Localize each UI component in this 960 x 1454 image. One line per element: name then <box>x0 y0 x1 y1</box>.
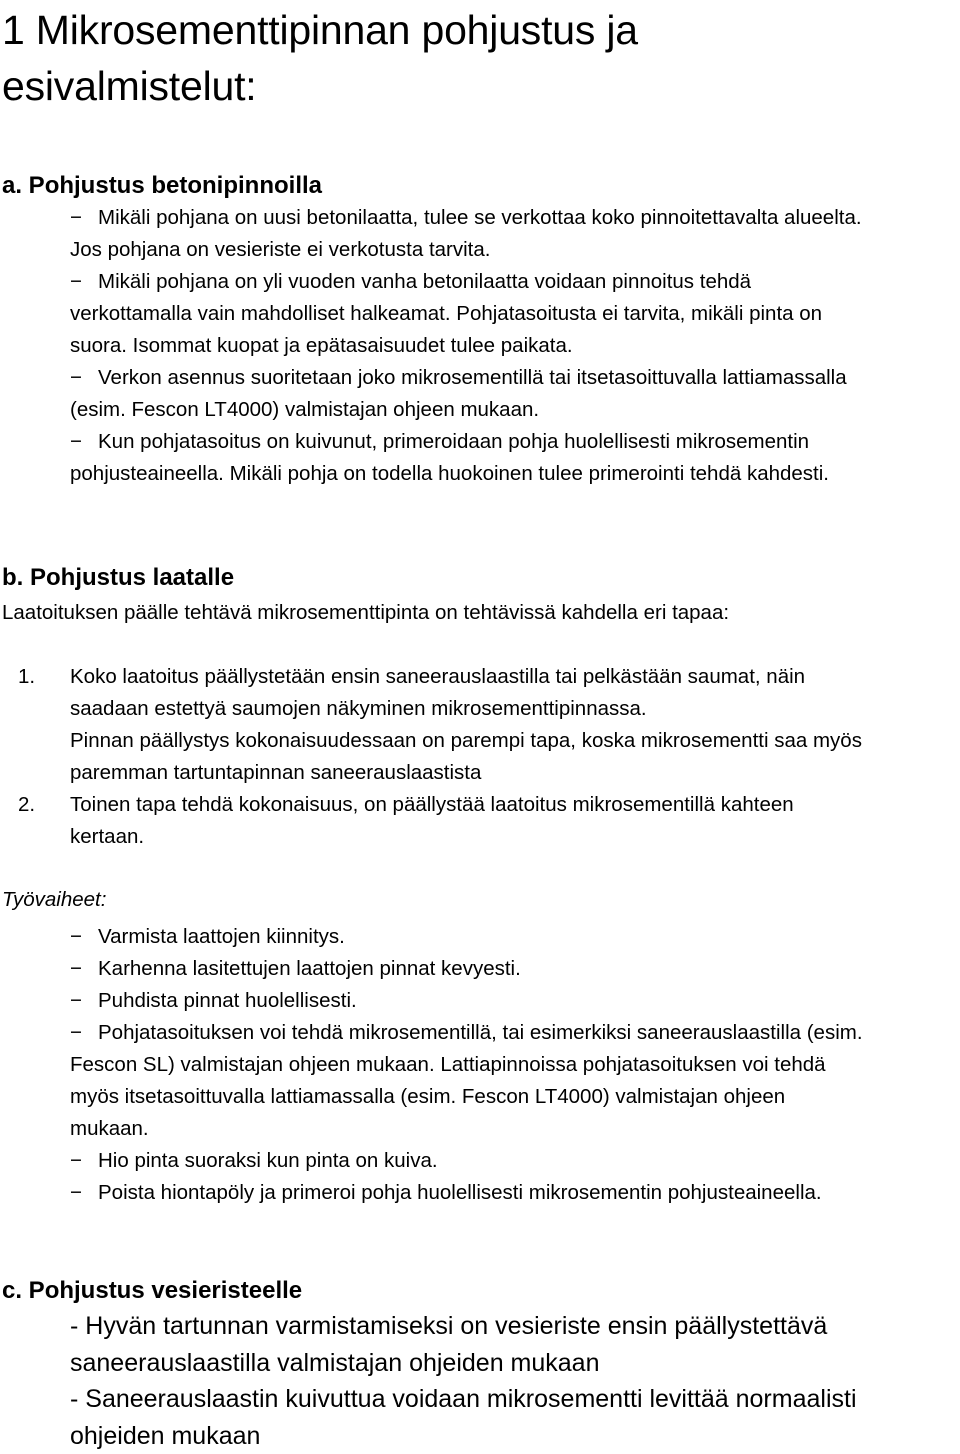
dash-bullet: − <box>70 266 98 298</box>
steps-list <box>70 921 960 1209</box>
section-c-line: - Saneerauslaastin kuivuttua voidaan mikrosementti levittää normaalisti <box>70 1381 950 1418</box>
page-title-line-2: esivalmistelut: <box>2 63 256 109</box>
page-title <box>2 2 638 114</box>
section-a-line: pohjusteaineella. Mikäli pohja on todella huokoinen tulee primerointi tehdä kahdesti. <box>70 458 960 490</box>
section-b-heading: b. Pohjustus laatalle <box>2 563 234 593</box>
dash-bullet: − <box>70 921 98 953</box>
section-c-line: - Hyvän tartunnan varmistamiseksi on vesieriste ensin päällystettävä <box>70 1308 950 1345</box>
section-b-intro: Laatoituksen päälle tehtävä mikrosementtipinta on tehtävissä kahdella eri tapaa: <box>2 597 952 629</box>
section-a-line: − Mikäli pohjana on uusi betonilaatta, tulee se verkottaa koko pinnoitettavalta alueelta. <box>70 202 960 234</box>
section-a-line: − Kun pohjatasoitus on kuivunut, primeroidaan pohja huolellisesti mikrosementin <box>70 426 960 458</box>
dash-bullet: − <box>70 1177 98 1209</box>
section-c-line: saneerauslaastilla valmistajan ohjeiden mukaan <box>70 1345 950 1382</box>
section-a-line: (esim. Fescon LT4000) valmistajan ohjeen mukaan. <box>70 394 960 426</box>
section-a-line: verkottamalla vain mahdolliset halkeamat. Pohjatasoitusta ei tarvita, mikäli pinta on <box>70 298 960 330</box>
section-a-line: Jos pohjana on vesieriste ei verkotusta tarvita. <box>70 234 960 266</box>
step-item: − Varmista laattojen kiinnitys. <box>70 921 960 953</box>
section-c-line: ohjeiden mukaan <box>70 1418 950 1454</box>
section-a-line: − Verkon asennus suoritetaan joko mikrosementillä tai itsetasoittuvalla lattiamassalla <box>70 362 960 394</box>
dash-bullet: − <box>70 953 98 985</box>
section-c-body <box>70 1308 950 1454</box>
dash-bullet: − <box>70 426 98 458</box>
step-item: − Karhenna lasitettujen laattojen pinnat kevyesti. <box>70 953 960 985</box>
section-b-numbered-list <box>18 661 958 853</box>
step-item: − Poista hiontapöly ja primeroi pohja huolellisesti mikrosementin pohjusteaineella. <box>70 1177 960 1209</box>
section-a-body <box>70 202 960 490</box>
numbered-item: 1. Koko laatoitus päällystetään ensin saneerauslaastilla tai pelkästään saumat, näin saadaan estettyä saumojen näkyminen mikrosementtipinnassa. Pinnan päällystys kokonaisuudessaan on parempi tapa, koska mikrosementti saa myös paremman tartuntapinnan saneerauslaastista <box>18 661 958 789</box>
section-c-heading: c. Pohjustus vesieristeelle <box>2 1276 302 1306</box>
step-item: − Pohjatasoituksen voi tehdä mikrosementillä, tai esimerkiksi saneerauslaastilla (esim. <box>70 1017 960 1049</box>
step-item: − Hio pinta suoraksi kun pinta on kuiva. <box>70 1145 960 1177</box>
dash-bullet: − <box>70 1017 98 1049</box>
numbered-item: 2. Toinen tapa tehdä kokonaisuus, on päällystää laatoitus mikrosementillä kahteen kertaan. <box>18 789 958 853</box>
steps-heading: Työvaiheet: <box>2 884 106 916</box>
item-number: 1. <box>18 661 35 693</box>
step-item: mukaan. <box>70 1113 960 1145</box>
step-item: − Puhdista pinnat huolellisesti. <box>70 985 960 1017</box>
dash-bullet: − <box>70 202 98 234</box>
dash-bullet: − <box>70 362 98 394</box>
dash-bullet: − <box>70 985 98 1017</box>
section-a-heading: a. Pohjustus betonipinnoilla <box>2 171 322 201</box>
step-item: myös itsetasoittuvalla lattiamassalla (esim. Fescon LT4000) valmistajan ohjeen <box>70 1081 960 1113</box>
dash-bullet: − <box>70 1145 98 1177</box>
page-title-line-1: 1 Mikrosementtipinnan pohjustus ja <box>2 7 638 53</box>
section-a-line: − Mikäli pohjana on yli vuoden vanha betonilaatta voidaan pinnoitus tehdä <box>70 266 960 298</box>
item-number: 2. <box>18 789 35 821</box>
step-item: Fescon SL) valmistajan ohjeen mukaan. Lattiapinnoissa pohjatasoituksen voi tehdä <box>70 1049 960 1081</box>
section-a-line: suora. Isommat kuopat ja epätasaisuudet tulee paikata. <box>70 330 960 362</box>
